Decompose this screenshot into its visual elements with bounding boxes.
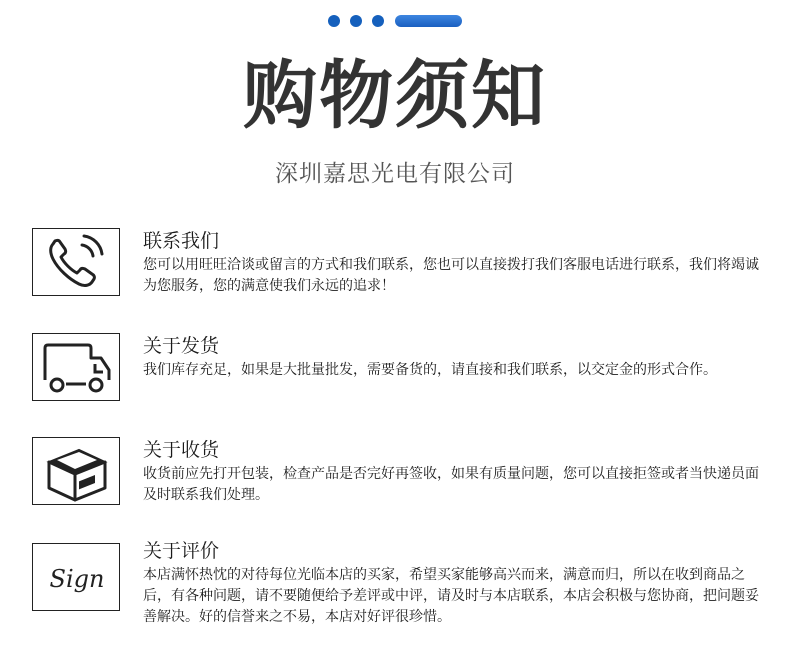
package-box-icon	[32, 437, 120, 505]
section-body: 收货前应先打开包装，检查产品是否完好再签收，如果有质量问题，您可以直接拒签或者当快递员面及时联系我们处理。	[143, 466, 759, 503]
phone-icon	[32, 228, 120, 296]
delivery-truck-icon	[32, 333, 120, 401]
decorative-dots	[0, 15, 790, 27]
section-body: 本店满怀热忱的对待每位光临本店的买家，希望买家能够高兴而来，满意而归，所以在收到商品之后，有各种问题，请不要随便给予差评或中评，请及时与本店联系，本店会积极与您协商，把问题妥善解决。好的信誉来之不易，本店对好评很珍惜。	[143, 567, 759, 625]
pill-bar-icon	[395, 15, 462, 27]
section-title: 关于收货	[143, 439, 220, 461]
dot-icon	[350, 15, 362, 27]
company-name: 深圳嘉思光电有限公司	[275, 161, 515, 187]
section-body: 您可以用旺旺洽谈或留言的方式和我们联系，您也可以直接拨打我们客服电话进行联系，我们将竭诚为您服务，您的满意使我们永远的追求！	[143, 257, 759, 294]
section-body: 我们库存充足，如果是大批量批发，需要备货的，请直接和我们联系，以交定金的形式合作。	[143, 362, 717, 378]
section-title: 联系我们	[143, 230, 220, 252]
page-title: 购物须知	[243, 53, 547, 139]
dot-icon	[328, 15, 340, 27]
sign-icon-text: Sign	[49, 565, 105, 593]
section-title: 关于评价	[143, 540, 220, 562]
section-receiving	[32, 437, 772, 509]
section-shipping	[32, 333, 772, 405]
sign-icon	[32, 543, 120, 611]
section-title: 关于发货	[143, 335, 220, 357]
section-reviews	[32, 538, 772, 633]
section-contact	[32, 228, 772, 300]
dot-icon	[372, 15, 384, 27]
